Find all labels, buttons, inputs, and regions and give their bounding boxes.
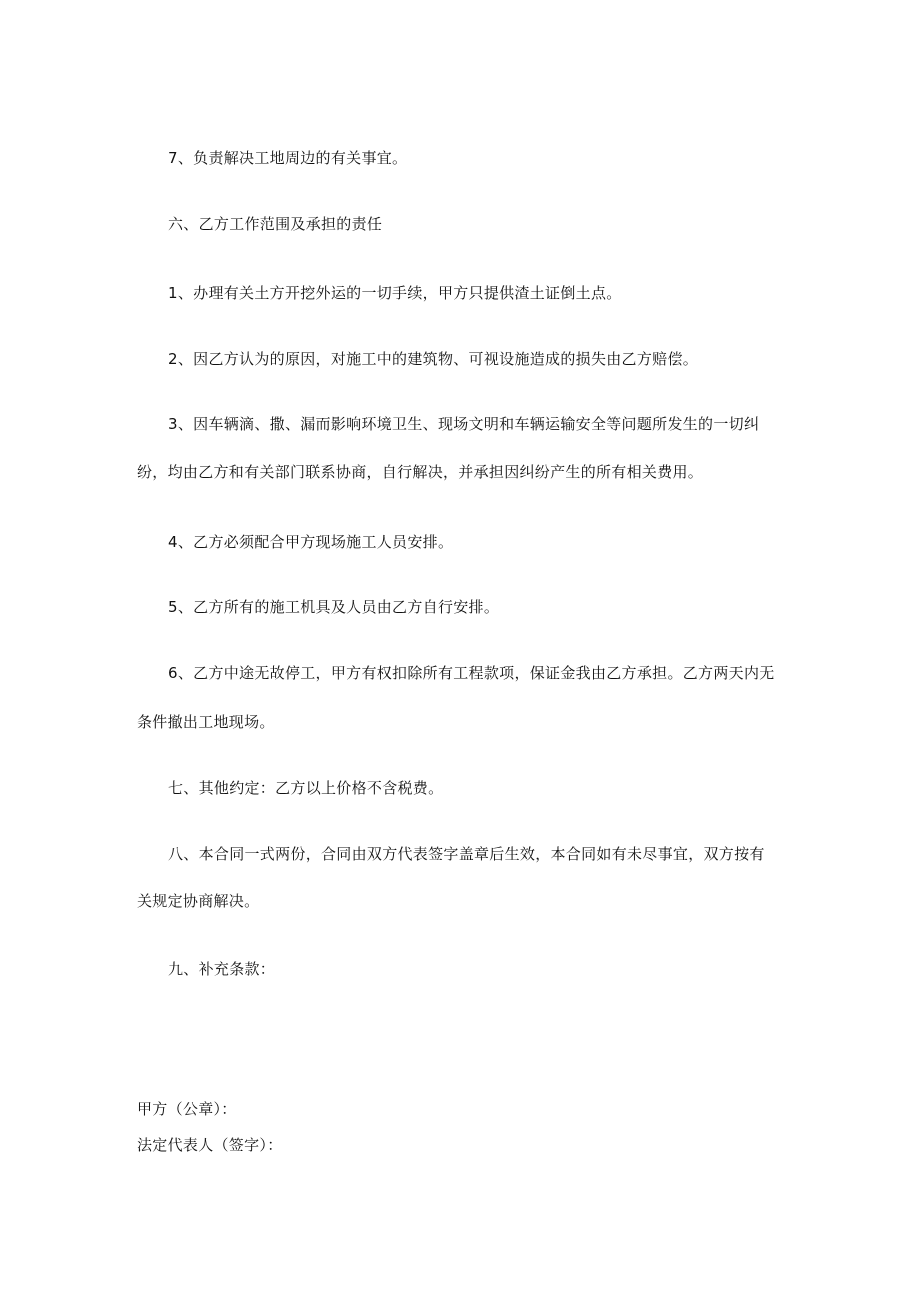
- section-6-item-1: 1、办理有关土方开挖外运的一切手续，甲方只提供渣土证倒土点。: [168, 284, 622, 302]
- section-7: 七、其他约定：乙方以上价格不含税费。: [168, 779, 444, 797]
- section-6-item-4: 4、乙方必须配合甲方现场施工人员安排。: [168, 533, 454, 551]
- section-6-item-6-line-1: 6、乙方中途无故停工，甲方有权扣除所有工程款项，保证金我由乙方承担。乙方两天内无: [168, 664, 775, 682]
- legal-representative-signature: 法定代表人（签字）：: [137, 1136, 283, 1154]
- section-6-item-3-line-2: 纷，均由乙方和有关部门联系协商，自行解决，并承担因纠纷产生的所有相关费用。: [137, 463, 704, 481]
- section-6-item-2: 2、因乙方认为的原因，对施工中的建筑物、可视设施造成的损失由乙方赔偿。: [168, 350, 699, 368]
- section-8-line-2: 关规定协商解决。: [137, 892, 260, 910]
- section-6-item-3-line-1: 3、因车辆滴、撒、漏而影响环境卫生、现场文明和车辆运输安全等问题所发生的一切纠: [168, 415, 760, 433]
- section-8-line-1: 八、本合同一式两份，合同由双方代表签字盖章后生效，本合同如有未尽事宜，双方按有: [168, 845, 765, 863]
- section-9: 九、补充条款：: [168, 960, 276, 978]
- section-6-item-6-line-2: 条件撤出工地现场。: [137, 713, 275, 731]
- party-a-seal: 甲方（公章）：: [137, 1100, 237, 1118]
- clause-item-7: 7、负责解决工地周边的有关事宜。: [168, 149, 408, 167]
- section-6-item-5: 5、乙方所有的施工机具及人员由乙方自行安排。: [168, 598, 500, 616]
- section-6-heading: 六、乙方工作范围及承担的责任: [168, 215, 383, 233]
